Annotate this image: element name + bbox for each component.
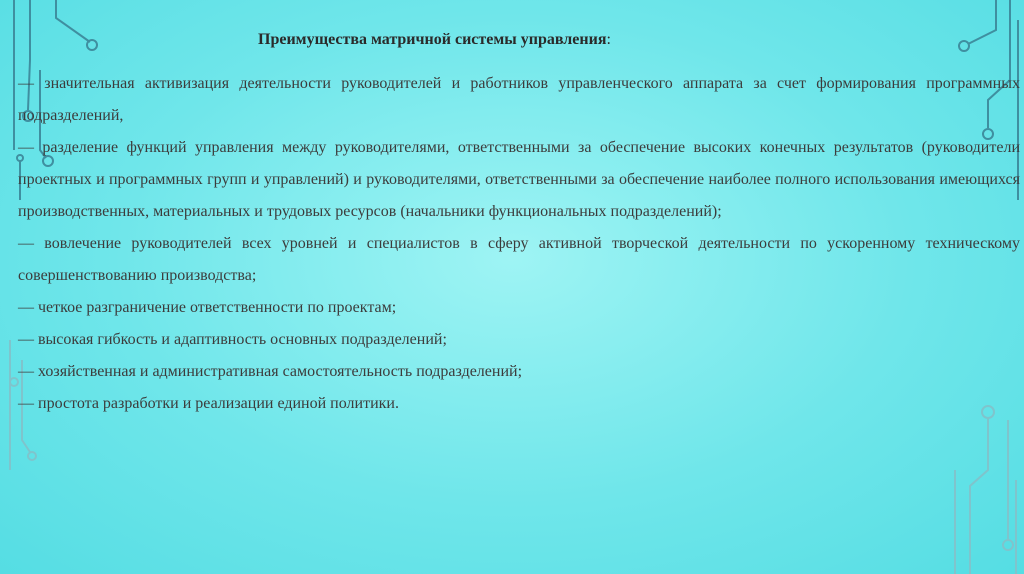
- list-item: — разделение функций управления между руководителями, ответственными за обеспечение высоких конечных результатов (руководители проектных и программных групп и управлений) и руководителями, ответственными за обеспечение наиболее полного использования имеющихся производственных, материальных и трудовых ресурсов (начальники функциональных подразделений);: [18, 139, 1020, 220]
- list-item: — четкое разграничение ответственности по проектам;: [18, 299, 397, 316]
- list-item: — высокая гибкость и адаптивность основных подразделений;: [18, 331, 447, 348]
- slide-content: [18, 22, 1020, 420]
- list-item: — простота разработки и реализации единой политики.: [18, 395, 399, 412]
- advantages-list: [18, 68, 1020, 420]
- list-item: — вовлечение руководителей всех уровней и специалистов в сферу активной творческой деятельности по ускоренному техническому совершенствованию производства;: [18, 235, 1020, 284]
- slide-title-text: Преимущества матричной системы управления: [258, 31, 607, 48]
- list-item: — значительная активизация деятельности руководителей и работников управленческого аппарата за счет формирования программных подразделений,: [18, 75, 1020, 124]
- list-item: — хозяйственная и административная самостоятельность подразделений;: [18, 363, 523, 380]
- slide-title-colon: :: [606, 31, 611, 48]
- slide-title: [258, 22, 1020, 58]
